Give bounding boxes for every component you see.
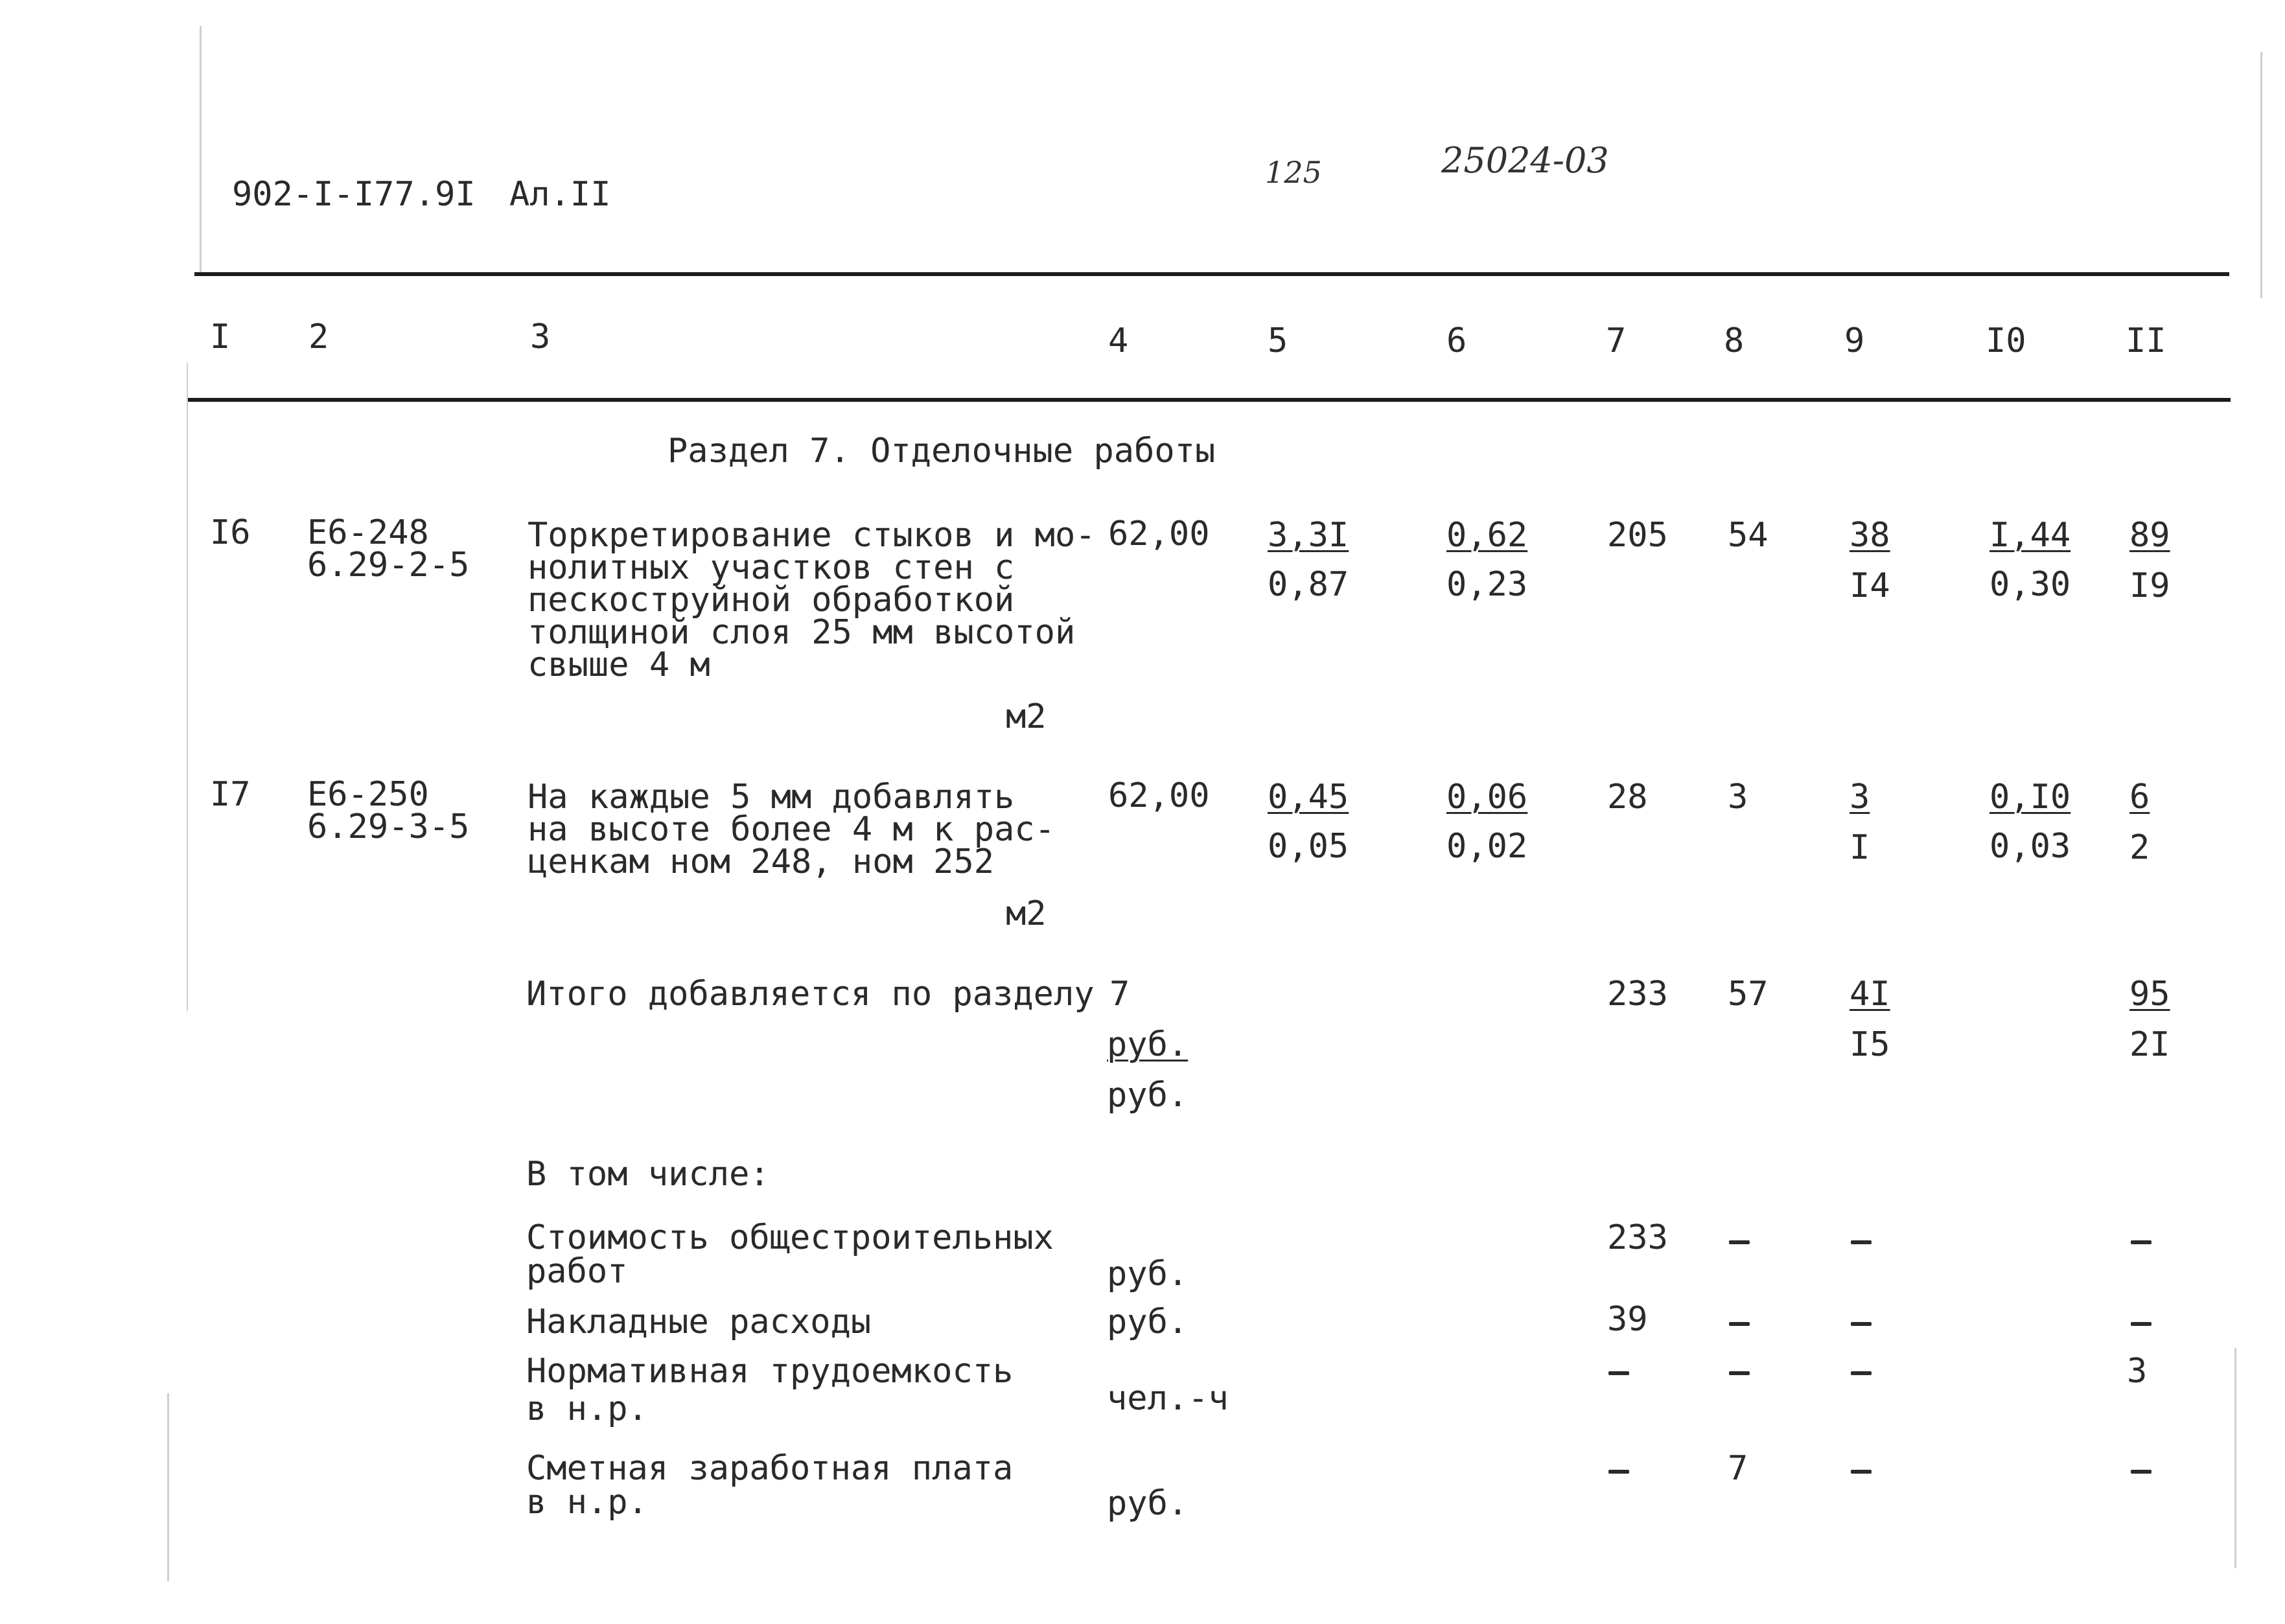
labor-per-unit: I,44 (1989, 516, 2071, 555)
col-header-7: 7 (1606, 321, 1627, 360)
breakdown-labor-dash (2131, 1322, 2152, 1326)
work-description-line: пескоструйной обработкой (528, 581, 1015, 620)
section-total-label: Итого добавляется по разделу (526, 975, 1095, 1014)
section-total-number: 7 (1109, 975, 1130, 1014)
col-header-11: II (2126, 321, 2166, 360)
breakdown-machine-dash (1851, 1322, 1872, 1326)
section-total-labor: 95 (2129, 975, 2170, 1014)
total-machine: 3 (1850, 778, 1870, 817)
work-description-line: ценкам ном 248, ном 252 (528, 842, 995, 881)
total-machine-wage: I4 (1850, 566, 1890, 605)
left-margin-line (200, 26, 202, 272)
breakdown-cost-dash (1608, 1470, 1629, 1474)
including-label: В том числе: (526, 1155, 770, 1194)
section-total-unit: руб. (1107, 1025, 1189, 1064)
breakdown-wage-dash (1729, 1240, 1750, 1244)
labor-total: 6 (2129, 778, 2150, 817)
quantity: 62,00 (1108, 776, 1210, 815)
section-total-unit-secondary: руб. (1107, 1076, 1189, 1115)
work-description-line: На каждые 5 мм добавлять (528, 778, 1015, 817)
breakdown-unit: руб. (1107, 1303, 1189, 1341)
right-margin-line-lower (2234, 1348, 2236, 1568)
breakdown-labor-dash (2131, 1470, 2152, 1474)
col-header-6: 6 (1446, 321, 1467, 360)
breakdown-label: в н.р. (526, 1389, 648, 1428)
quantity: 62,00 (1108, 515, 1210, 553)
doc-code: 902-I-I77.9I (232, 175, 476, 214)
work-description-line: на высоте более 4 м к рас- (528, 810, 1055, 849)
work-description-line: толщиной слоя 25 мм высотой (528, 613, 1076, 652)
labor-per-unit-machine: 0,30 (1989, 565, 2071, 604)
breakdown-wage-dash (1729, 1322, 1750, 1326)
labor-per-unit: 0,I0 (1989, 778, 2071, 817)
left-margin-line-lower (187, 363, 188, 1011)
breakdown-machine-dash (1851, 1240, 1872, 1244)
labor-total-machine: I9 (2129, 566, 2170, 605)
breakdown-machine-dash (1851, 1371, 1872, 1375)
unit: м2 (1006, 697, 1047, 736)
row-number: I7 (210, 775, 251, 814)
breakdown-labor: 3 (2127, 1352, 2148, 1391)
section-total-labor-machine: 2I (2129, 1025, 2170, 1064)
page-number-handwritten: 125 (1265, 155, 1322, 190)
labor-total-machine: 2 (2129, 828, 2150, 867)
section-total-cost: 233 (1607, 975, 1668, 1014)
col-header-9: 9 (1844, 321, 1865, 360)
section-total-machine: 4I (1850, 975, 1890, 1014)
unit-cost-total: 3,3I (1268, 516, 1349, 555)
col-header-1: I (210, 318, 231, 356)
album-number: Ал.II (509, 175, 611, 214)
unit-cost-machine-wage: 0,02 (1446, 827, 1528, 866)
work-description-line: свыше 4 м (528, 645, 710, 684)
breakdown-unit: чел.-ч (1107, 1379, 1229, 1418)
work-description-line: нолитных участков стен с (528, 548, 1015, 587)
breakdown-unit: руб. (1107, 1255, 1189, 1293)
col-header-3: 3 (530, 318, 551, 356)
right-margin-line (2260, 52, 2262, 298)
breakdown-label: Накладные расходы (526, 1303, 872, 1341)
section-total-machine-wage: I5 (1850, 1025, 1890, 1064)
total-machine: 38 (1850, 516, 1890, 555)
breakdown-label: в н.р. (526, 1483, 648, 1522)
reference-number-handwritten: 25024-03 (1441, 140, 1609, 181)
row-number: I6 (210, 513, 251, 552)
breakdown-label: работ (526, 1252, 628, 1291)
unit-cost-machine-wage: 0,23 (1446, 565, 1528, 604)
total-wage: 3 (1728, 778, 1748, 817)
labor-total: 89 (2129, 516, 2170, 555)
unit: м2 (1006, 894, 1047, 933)
col-header-4: 4 (1108, 321, 1129, 360)
breakdown-cost: 233 (1607, 1218, 1668, 1257)
breakdown-machine-dash (1851, 1470, 1872, 1474)
rate-code: Е6-248 (307, 513, 429, 552)
col-header-5: 5 (1268, 321, 1288, 360)
breakdown-wage: 7 (1728, 1449, 1748, 1488)
total-wage: 54 (1728, 516, 1769, 555)
breakdown-cost-dash (1608, 1371, 1629, 1375)
bottom-left-mark (167, 1393, 169, 1581)
rate-code-secondary: 6.29-3-5 (307, 807, 470, 846)
work-description-line: Торкретирование стыков и мо- (528, 516, 1096, 555)
breakdown-label: Нормативная трудоемкость (526, 1352, 1014, 1391)
col-header-10: I0 (1986, 321, 2026, 360)
unit-cost-total: 0,45 (1268, 778, 1349, 817)
section-title: Раздел 7. Отделочные работы (667, 432, 1216, 470)
rate-code-secondary: 6.29-2-5 (307, 546, 470, 585)
col-header-8: 8 (1724, 321, 1745, 360)
breakdown-label: Сметная заработная плата (526, 1449, 1014, 1488)
unit-cost-wage: 0,87 (1268, 565, 1349, 604)
breakdown-labor-dash (2131, 1240, 2152, 1244)
unit-cost-wage: 0,05 (1268, 827, 1349, 866)
labor-per-unit-machine: 0,03 (1989, 827, 2071, 866)
col-header-2: 2 (308, 318, 329, 356)
section-total-wage: 57 (1728, 975, 1769, 1014)
breakdown-cost: 39 (1607, 1300, 1648, 1339)
breakdown-wage-dash (1729, 1371, 1750, 1375)
total-cost: 205 (1607, 516, 1668, 555)
rate-code: Е6-250 (307, 775, 429, 814)
header-top-rule (194, 272, 2229, 276)
total-cost: 28 (1607, 778, 1648, 817)
unit-cost-machine: 0,06 (1446, 778, 1528, 817)
unit-cost-machine: 0,62 (1446, 516, 1528, 555)
breakdown-label: Стоимость общестроительных (526, 1218, 1054, 1257)
breakdown-unit: руб. (1107, 1484, 1189, 1523)
total-machine-wage: I (1850, 828, 1870, 867)
header-bottom-rule (188, 398, 2231, 402)
